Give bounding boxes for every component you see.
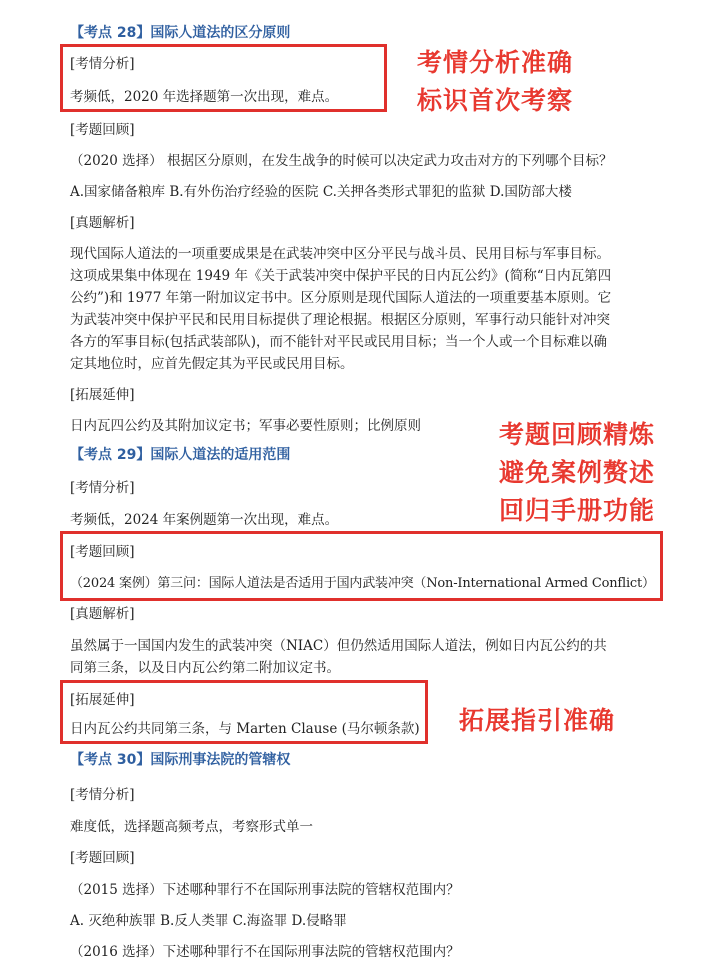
kp29-extend-label: [拓展延伸]: [70, 692, 135, 708]
kp29-explain-label: [真题解析]: [70, 606, 135, 622]
kp28-analysis-text: 考频低，2020 年选择题第一次出现，难点。: [70, 89, 339, 105]
annotation-line: 拓展指引准确: [459, 706, 616, 735]
kp30-review-label: [考题回顾]: [70, 850, 135, 866]
kp28-title: 【考点 28】国际人道法的区分原则: [70, 25, 291, 41]
annotation-extend: [459, 702, 615, 740]
kp30-options: A. 灭绝种族罪 B.反人类罪 C.海盗罪 D.侵略罪: [70, 913, 347, 929]
kp28-explain-line: 定其地位时，应首先假定其为平民或民用目标。: [70, 356, 354, 372]
kp30-analysis-text: 难度低，选择题高频考点，考察形式单一: [70, 819, 313, 835]
annotation-line: 标识首次考察: [417, 86, 574, 115]
kp29-analysis-text: 考频低，2024 年案例题第一次出现，难点。: [70, 512, 339, 528]
kp28-explain-label: [真题解析]: [70, 215, 135, 231]
kp29-question: （2024 案例）第三问：国际人道法是否适用于国内武装冲突（Non-International Armed Conflict）: [70, 576, 655, 591]
kp28-extend-label: [拓展延伸]: [70, 387, 135, 403]
kp28-question: （2020 选择） 根据区分原则，在发生战争的时候可以决定武力攻击对方的下列哪个目标？: [70, 153, 613, 169]
kp29-explain-line: 同第三条，以及日内瓦公约第二附加议定书。: [70, 660, 340, 676]
kp28-explain-line: 这项成果集中体现在 1949 年《关于武装冲突中保护平民的日内瓦公约》(简称“日内瓦第四: [70, 268, 612, 284]
kp28-explain-line: 公约”)和 1977 年第一附加议定书中。区分原则是现代国际人道法的一项重要基本原则。它: [70, 290, 612, 306]
kp28-review-label: [考题回顾]: [70, 122, 135, 138]
kp28-extend-text: 日内瓦四公约及其附加议定书；军事必要性原则；比例原则: [70, 418, 421, 434]
kp29-extend-text: 日内瓦公约共同第三条，与 Marten Clause (马尔顿条款): [70, 721, 420, 737]
kp28-explain-line: 各方的军事目标(包括武装部队)，而不能针对平民或民用目标；当一个人或一个目标难以确: [70, 334, 608, 350]
annotation-analysis: [417, 44, 573, 120]
kp30-analysis-label: [考情分析]: [70, 787, 135, 803]
kp30-question: （2015 选择）下述哪种罪行不在国际刑事法院的管辖权范围内？: [70, 882, 460, 898]
kp30-title: 【考点 30】国际刑事法院的管辖权: [70, 752, 291, 768]
annotation-line: 回归手册功能: [499, 496, 656, 525]
kp29-explain-line: 虽然属于一国国内发生的武装冲突（NIAC）但仍然适用国际人道法，例如日内瓦公约的共: [70, 638, 607, 654]
kp28-analysis-label: [考情分析]: [70, 56, 135, 72]
kp30-question: （2016 选择）下述哪种罪行不在国际刑事法院的管辖权范围内？: [70, 944, 460, 960]
kp29-analysis-label: [考情分析]: [70, 480, 135, 496]
annotation-review: [499, 416, 655, 530]
kp28-explain-line: 为武装冲突中保护平民和民用目标提供了理论根据。根据区分原则，军事行动只能针对冲突: [70, 312, 610, 328]
annotation-line: 避免案例赘述: [499, 458, 656, 487]
kp29-review-label: [考题回顾]: [70, 544, 135, 560]
annotation-line: 考情分析准确: [417, 48, 574, 77]
kp28-explain-line: 现代国际人道法的一项重要成果是在武装冲突中区分平民与战斗员、民用目标与军事目标。: [70, 246, 610, 262]
kp28-options: A.国家储备粮库 B.有外伤治疗经验的医院 C.关押各类形式罪犯的监狱 D.国防部大楼: [70, 184, 572, 200]
kp29-title: 【考点 29】国际人道法的适用范围: [70, 447, 291, 463]
annotation-line: 考题回顾精炼: [499, 420, 656, 449]
